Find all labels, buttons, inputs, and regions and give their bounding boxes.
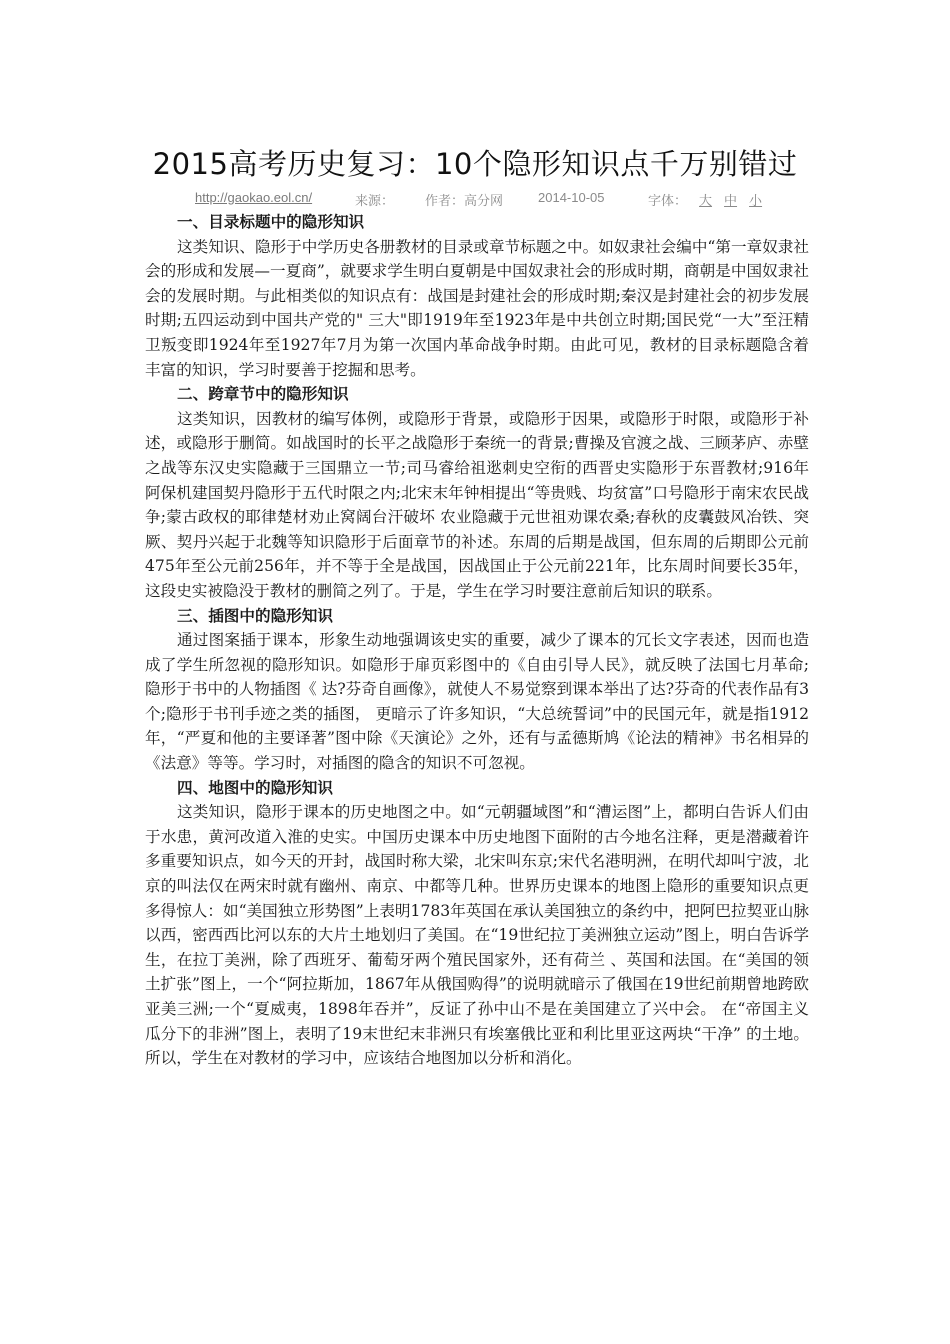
source-url-link[interactable]: http://gaokao.eol.cn/ xyxy=(195,190,313,205)
section-heading: 二、跨章节中的隐形知识 xyxy=(177,385,349,404)
section-paragraph: 这类知识、隐形于中学历史各册教材的目录或章节标题之中。如奴隶社会编中“第一章奴隶社会的形成和发展—一夏商”，就要求学生明白夏朝是中国奴隶社会的形成时期，商朝是中国奴隶社会的发展时期。与此相类似的知识点有：战国是封建社会的形成时期;秦汉是封建社会的初步发展时期;五四运动到中国共产党的" 三大"即1919年至1923年是中共创立时期;国民党“一大”至汪精卫叛变即1924年至1927年7月为第一次国内革命战争时期。由此可见，教材的目录标题隐含着丰富的知识，学习时要善于挖掘和思考。 xyxy=(145,237,809,379)
author-label: 作者：高分网 xyxy=(425,193,504,208)
article-title: 2015高考历史复习：10个隐形知识点千万别错过 xyxy=(152,147,798,181)
font-size-label: 字体： xyxy=(648,193,688,208)
font-medium-button[interactable]: 中 xyxy=(724,193,738,208)
publish-date: 2014-10-05 xyxy=(538,190,605,205)
section-heading: 一、目录标题中的隐形知识 xyxy=(177,213,365,231)
font-size-control xyxy=(648,190,762,209)
section-paragraph: 这类知识，隐形于课本的历史地图之中。如“元朝疆域图”和“漕运图”上，都明白告诉人们由于水患，黄河改道入淮的史实。中国历史课本中历史地图下面附的古今地名注释，更是潜藏着许多重要知识点，如今天的开封，战国时称大梁，北宋叫东京;宋代名港明洲，在明代却叫宁波，北京的叫法仅在两宋时就有幽州、南京、中都等几种。世界历史课本的地图上隐形的重要知识点更多得惊人：如“美国独立形势图”上表明1783年英国在承认美国独立的条约中，把阿巴拉契亚山脉以西，密西西比河以东的大片土地划归了美国。在“19世纪拉丁美洲独立运动”图上，明白告诉学生，在拉丁美洲，除了西班牙、葡萄牙两个殖民国家外，还有荷兰 、英国和法国。在“美国的领土扩张”图上，一个“阿拉斯加，1867年从俄国购得”的说明就暗示了俄国在19世纪前期曾地跨欧亚美三洲;一个“夏威夷，1898年吞并”，反证了孙中山不是在美国建立了兴中会。 在“帝国主义瓜分下的非洲”图上，表明了19末世纪末非洲只有埃塞俄比亚和利比里亚这两块“干净” 的土地。所以，学生在对教材的学习中，应该结合地图加以分析和消化。 xyxy=(145,803,809,1068)
section-heading: 三、插图中的隐形知识 xyxy=(177,606,333,625)
font-large-button[interactable]: 大 xyxy=(699,193,713,208)
section-paragraph: 这类知识，因教材的编写体例，或隐形于背景，或隐形于因果，或隐形于时限，或隐形于补述，或隐形于删简。如战国时的长平之战隐形于秦统一的背景;曹操及官渡之战、三顾茅庐、赤壁之战等东汉史实隐藏于三国鼎立一节;司马睿给祖逖刺史空衔的西晋史实隐形于东晋教材;916年阿保机建国契丹隐形于五代时限之内;北宋末年钟相提出“等贵贱、均贫富”口号隐形于南宋农民战争;蒙古政权的耶律楚材劝止窝阔台汗破坏 农业隐藏于元世祖劝课农桑;春秋的皮囊鼓风冶铁、突厥、契丹兴起于北魏等知识隐形于后面章节的补述。东周的后期是战国，但东周的后期即公元前475年至公元前256年，并不等于全是战国，因战国止于公元前221年，比东周时间要长35年，这段史实被隐没于教材的删简之列了。于是，学生在学习时要注意前后知识的联系。 xyxy=(145,409,809,600)
section-heading: 四、地图中的隐形知识 xyxy=(177,778,333,797)
source-label: 来源： xyxy=(355,193,395,208)
section-paragraph: 通过图案插于课本，形象生动地强调该史实的重要，减少了课本的冗长文字表述，因而也造成了学生所忽视的隐形知识。如隐形于扉页彩图中的《自由引导人民》，就反映了法国七月革命;隐形于书中的人物插图《 达?芬奇自画像》，就使人不易觉察到课本举出了达?芬奇的代表作品有3个;隐形于书刊手迹之类的插图， 更暗示了许多知识，“大总统誓词”中的民国元年，就是指1912年，“严夏和他的主要译著”图中除《天演论》之外，还有与孟德斯鸠《论法的精神》书名相异的《法意》等等。学习时，对插图的隐含的知识不可忽视。 xyxy=(145,631,809,773)
font-small-button[interactable]: 小 xyxy=(749,193,763,208)
article-body xyxy=(145,210,809,1071)
